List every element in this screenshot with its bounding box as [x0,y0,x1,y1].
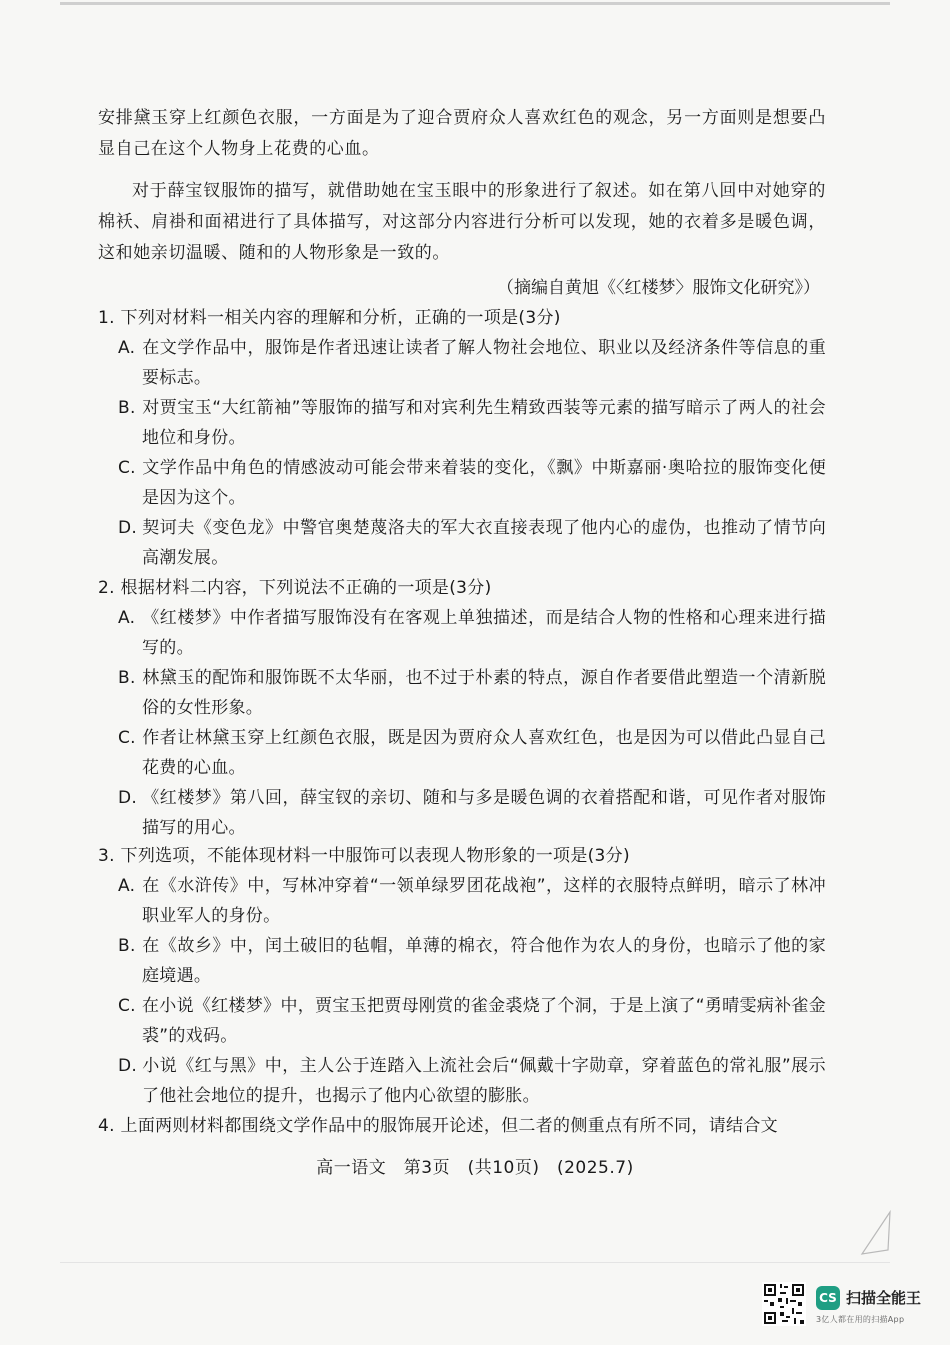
passage-paragraph-2: 对于薛宝钗服饰的描写，就借助她在宝玉眼中的形象进行了叙述。如在第八回中对她穿的棉袄、肩褂和面裙进行了具体描写，对这部分内容进行分析可以发现，她的衣着多是暖色调，这和她亲切温暖、随和的人物形象是一致的。 [98,181,826,263]
camscanner-logo-icon: CS [816,1286,840,1310]
option-a: A. 在文学作品中，服饰是作者迅速让读者了解人物社会地位、职业以及经济条件等信息的重要标志。 [118,338,826,388]
option-b: B. 林黛玉的配饰和服饰既不太华丽，也不过于朴素的特点，源自作者要借此塑造一个清新脱俗的女性形象。 [118,668,826,718]
option-d: D. 《红楼梦》第八回，薛宝钗的亲切、随和与多是暖色调的衣着搭配和谐，可见作者对服饰描写的用心。 [118,788,826,838]
question-1 [98,303,826,573]
question-4 [98,1111,826,1141]
option-c: C. 作者让林黛玉穿上红颜色衣服，既是因为贾府众人喜欢红色，也是因为可以借此凸显自己花费的心血。 [118,728,826,778]
option-c: C. 文学作品中角色的情感波动可能会带来着装的变化，《飘》中斯嘉丽·奥哈拉的服饰变化便是因为这个。 [118,458,826,508]
question-2 [98,573,826,843]
question-stem: 3. 下列选项，不能体现材料一中服饰可以表现人物形象的一项是(3分) [98,846,630,866]
top-edge-line [60,2,890,5]
scanner-app-name: 扫描全能王 [846,1289,922,1307]
option-b: B. 对贾宝玉“大红箭袖”等服饰的描写和对宾利先生精致西装等元素的描写暗示了两人的社会地位和身份。 [118,398,826,448]
page-footer: 高一语文 第3页 (共10页) (2025.7) [316,1158,634,1178]
option-a: A. 《红楼梦》中作者描写服饰没有在客观上单独描述，而是结合人物的性格和心理来进行描写的。 [118,608,826,658]
passage-paragraph-1: 安排黛玉穿上红颜色衣服，一方面是为了迎合贾府众人喜欢红色的观念，另一方面则是想要凸显自己在这个人物身上花费的心血。 [98,108,826,159]
question-stem: 2. 根据材料二内容，下列说法不正确的一项是(3分) [98,578,492,598]
question-stem: 1. 下列对材料一相关内容的理解和分析，正确的一项是(3分) [98,308,561,328]
question-stem: 4. 上面两则材料都围绕文学作品中的服饰展开论述，但二者的侧重点有所不同，请结合文 [98,1116,778,1136]
option-b: B. 在《故乡》中，闰土破旧的毡帽，单薄的棉衣，符合他作为农人的身份，也暗示了他的家庭境遇。 [118,936,826,986]
qr-code-icon [762,1282,806,1326]
option-a: A. 在《水浒传》中，写林冲穿着“一领单绿罗团花战袍”，这样的衣服特点鲜明，暗示了林冲职业军人的身份。 [118,876,826,926]
question-3 [98,841,826,1111]
page-curl-mark [858,1210,892,1260]
option-d: D. 小说《红与黑》中，主人公于连踏入上流社会后“佩戴十字勋章，穿着蓝色的常礼服”展示了他社会地位的提升，也揭示了他内心欲望的膨胀。 [118,1056,826,1106]
scanner-app-tagline: 3亿人都在用的扫描App [816,1315,905,1324]
bottom-rule [60,1262,890,1263]
option-c: C. 在小说《红楼梦》中，贾宝玉把贾母刚赏的雀金裘烧了个洞，于是上演了“勇晴雯病补雀金裘”的戏码。 [118,996,826,1046]
passage-source: （摘编自黄旭《〈红楼梦〉服饰文化研究》） [497,278,820,298]
option-d: D. 契诃夫《变色龙》中警官奥楚蔑洛夫的军大衣直接表现了他内心的虚伪，也推动了情节向高潮发展。 [118,518,826,568]
